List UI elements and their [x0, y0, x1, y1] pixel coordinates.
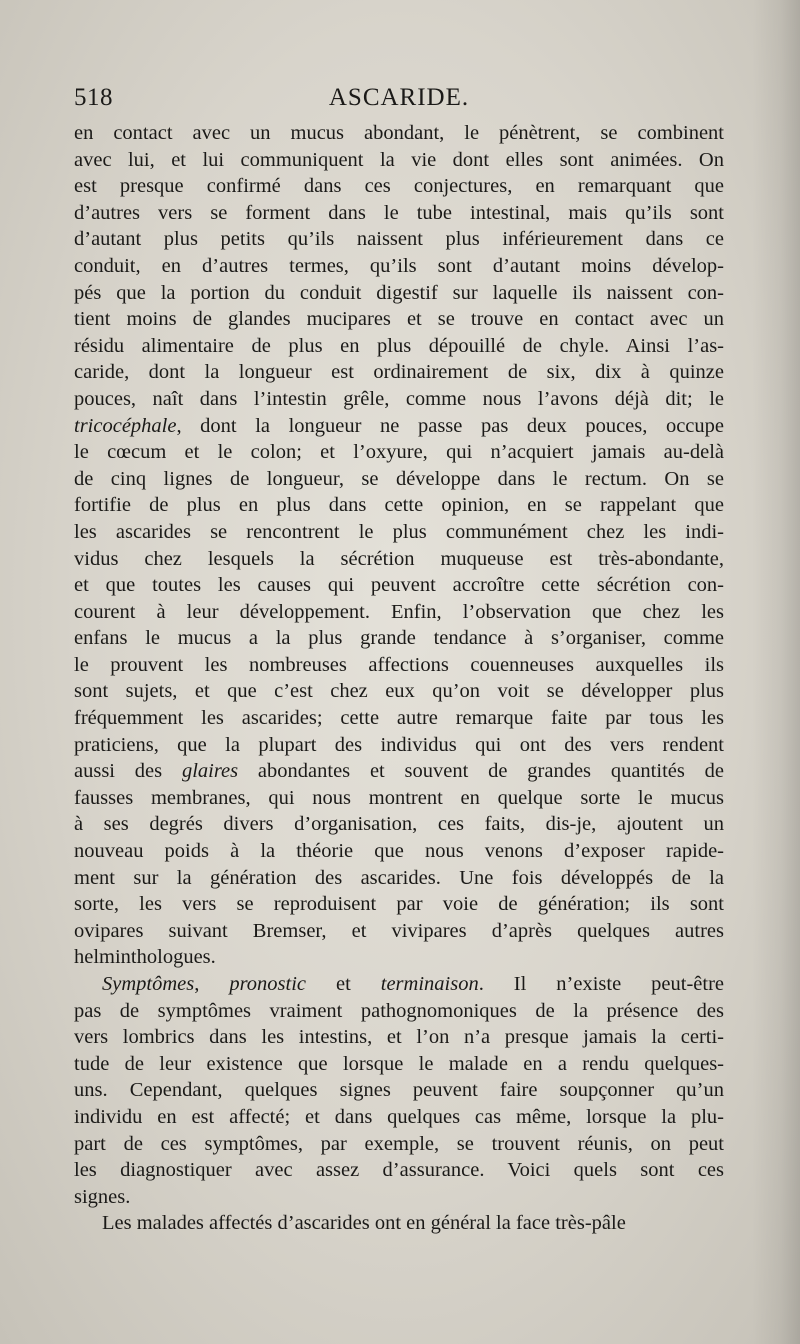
text-line — [74, 944, 724, 971]
text-segment: , dont la longueur ne passe pas deux pouces, occupe — [176, 414, 724, 437]
text-segment: Les malades affectés d’ascarides ont en général la face très-pâle — [102, 1212, 626, 1235]
text-line — [74, 678, 724, 705]
text-segment: abondantes et souvent de grandes quantités de — [238, 760, 725, 783]
text-segment: vidus chez lesquels la sécrétion muqueuse est très-abondante, — [74, 547, 724, 570]
italic-text: tricocéphale — [74, 414, 177, 437]
text-segment: vers lombrics dans les intestins, et l’on n’a presque jamais la certi- — [74, 1026, 724, 1049]
text-line — [74, 838, 724, 865]
page-edge-shadow — [752, 0, 800, 1344]
text-line — [74, 1051, 724, 1078]
text-segment: courent à leur développement. Enfin, l’observation que chez les — [74, 600, 724, 623]
text-segment: pouces, naît dans l’intestin grêle, comme nous l’avons déjà dit; le — [74, 387, 724, 410]
text-line — [74, 1024, 724, 1051]
text-line — [74, 998, 724, 1025]
body-text — [74, 120, 724, 1237]
text-segment: tude de leur existence que lorsque le malade en a rendu quelques- — [74, 1052, 724, 1075]
text-segment: conduit, en d’autres termes, qu’ils sont d’autant moins dévelop- — [74, 254, 724, 277]
text-segment: . Il n’existe peut-être — [478, 973, 724, 995]
text-line — [74, 306, 724, 333]
text-line — [74, 386, 724, 413]
text-line — [74, 1157, 724, 1184]
page-header — [74, 84, 724, 118]
text-line — [74, 147, 724, 174]
text-line — [74, 519, 724, 546]
text-segment: pas de symptômes vraiment pathognomoniques de la présence des — [74, 999, 724, 1022]
text-line — [74, 1104, 724, 1131]
text-segment: avec lui, et lui communiquent la vie dont elles sont animées. On — [74, 148, 724, 171]
text-line — [74, 200, 724, 227]
text-line — [74, 918, 724, 945]
text-segment: individu en est affecté; et dans quelques cas même, lorsque la plu- — [74, 1105, 724, 1128]
text-line — [74, 732, 724, 759]
italic-text: pronostic — [229, 973, 307, 995]
text-segment: de cinq lignes de longueur, se développe dans le rectum. On se — [74, 467, 724, 490]
text-line — [74, 652, 724, 679]
text-line — [74, 1131, 724, 1158]
italic-text: glaires — [181, 760, 239, 783]
text-line — [74, 785, 724, 812]
text-segment: fausses membranes, qui nous montrent en quelque sorte le mucus — [74, 786, 724, 809]
text-line — [74, 466, 724, 493]
text-line — [74, 439, 724, 466]
text-segment: à ses degrés divers d’organisation, ces faits, dis-je, ajoutent un — [74, 813, 724, 836]
text-line — [74, 120, 724, 147]
text-line — [74, 333, 724, 360]
text-segment: helminthologues. — [74, 946, 216, 969]
text-line — [74, 1210, 724, 1237]
text-segment: le cœcum et le colon; et l’oxyure, qui n’acquiert jamais au-delà — [74, 441, 724, 464]
text-line — [74, 1184, 724, 1211]
text-segment: tient moins de glandes mucipares et se trouve en contact avec un — [74, 308, 724, 331]
text-segment: les ascarides se rencontrent le plus communément chez les indi- — [74, 520, 724, 543]
text-segment: est presque confirmé dans ces conjectures, en remarquant que — [74, 175, 724, 198]
text-segment: résidu alimentaire de plus en plus dépouillé de chyle. Ainsi l’as- — [74, 334, 724, 357]
text-line — [74, 280, 724, 307]
text-line — [74, 492, 724, 519]
text-segment: ovipares suivant Bremser, et vivipares d’après quelques autres — [74, 919, 724, 942]
text-line — [74, 413, 724, 440]
text-segment: et — [306, 973, 381, 995]
text-segment: sorte, les vers se reproduisent par voie de génération; ils sont — [74, 893, 724, 916]
text-segment: signes. — [74, 1185, 131, 1208]
text-line — [74, 173, 724, 200]
text-segment: enfans le mucus a la plus grande tendance à s’organiser, comme — [74, 627, 724, 650]
text-line — [74, 572, 724, 599]
italic-text: terminaison — [380, 973, 479, 995]
text-segment: nouveau poids à la théorie que nous venons d’exposer rapide- — [74, 840, 724, 863]
text-segment: , — [194, 973, 230, 995]
text-segment: en contact avec un mucus abondant, le pénètrent, se combinent — [74, 122, 724, 144]
text-line — [74, 865, 724, 892]
text-segment: les diagnostiquer avec assez d’assurance. Voici quels sont ces — [74, 1159, 724, 1182]
text-line — [74, 359, 724, 386]
text-segment: fortifie de plus en plus dans cette opinion, en se rappelant que — [74, 494, 724, 517]
italic-text: Symptômes — [102, 973, 195, 995]
text-segment: sont sujets, et que c’est chez eux qu’on voit se développer plus — [74, 680, 724, 703]
text-segment: ment sur la génération des ascarides. Une fois développés de la — [74, 866, 724, 889]
text-line — [74, 811, 724, 838]
text-line — [74, 625, 724, 652]
text-segment: d’autant plus petits qu’ils naissent plus inférieurement dans ce — [74, 228, 724, 251]
text-line — [74, 599, 724, 626]
text-segment: praticiens, que la plupart des individus qui ont des vers rendent — [74, 733, 724, 756]
text-line — [74, 253, 724, 280]
text-segment: uns. Cependant, quelques signes peuvent faire soupçonner qu’un — [74, 1079, 724, 1102]
text-line — [74, 891, 724, 918]
text-segment: et que toutes les causes qui peuvent accroître cette sécrétion con- — [74, 574, 724, 597]
running-head: ASCARIDE. — [328, 84, 470, 111]
text-line — [74, 226, 724, 253]
text-segment: fréquemment les ascarides; cette autre remarque faite par tous les — [74, 707, 724, 730]
text-segment: d’autres vers se forment dans le tube intestinal, mais qu’ils sont — [74, 201, 724, 224]
text-segment: le prouvent les nombreuses affections couenneuses auxquelles ils — [74, 653, 724, 676]
text-segment: part de ces symptômes, par exemple, se trouvent réunis, on peut — [74, 1132, 724, 1155]
text-segment: aussi des — [74, 760, 182, 783]
text-line — [74, 546, 724, 573]
text-segment: caride, dont la longueur est ordinairement de six, dix à quinze — [74, 361, 724, 384]
text-line — [74, 758, 724, 785]
text-line — [74, 1077, 724, 1104]
text-line — [74, 705, 724, 732]
page-number: 518 — [74, 84, 113, 111]
text-segment: pés que la portion du conduit digestif sur laquelle ils naissent con- — [74, 281, 724, 304]
text-line — [74, 971, 724, 998]
